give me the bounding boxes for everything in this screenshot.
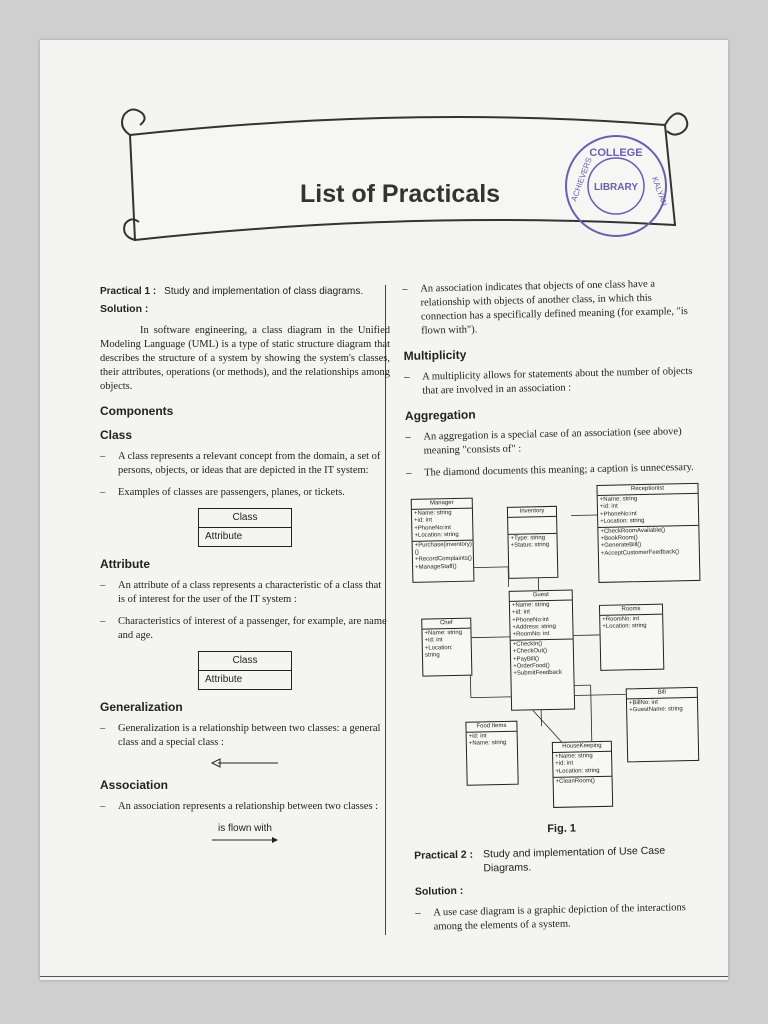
uml-attr: +BillNo: int	[628, 699, 658, 707]
uml-attr: +PhoneNo:int	[414, 524, 451, 532]
uml-class-title: HouseKeeping	[553, 742, 611, 753]
uml-attr: +Location: string	[555, 767, 600, 775]
figure-caption: Fig. 1	[547, 822, 577, 836]
uml-op: +CleanRoom()	[555, 777, 595, 785]
uml-op: +RecordComplaints()	[414, 556, 472, 564]
page-title: List of Practicals	[300, 180, 501, 208]
attribute-bullet-1: – An attribute of a class represents a characteristic of a class that is of interest for the user of the IT system :	[100, 580, 382, 605]
uml-op: +CheckRoomAvailable()	[600, 527, 666, 535]
solution-2-label: Solution :	[414, 884, 464, 898]
practical-2-text: Study and implementation of Use Case Diagrams.	[482, 844, 666, 875]
seal-middle-text: LIBRARY	[593, 182, 639, 193]
uml-class-receptionist	[596, 483, 700, 583]
seal-right-text: KALYAN	[650, 175, 669, 208]
uml-attr: +id: int	[468, 733, 487, 740]
bottom-rule	[40, 976, 728, 977]
uml-class-inventory	[507, 506, 558, 579]
uml-attr: +Location: string	[602, 623, 647, 631]
uml-attr: +GuestName: string	[629, 706, 683, 714]
uml-op: +CheckOut()	[512, 648, 548, 656]
generalization-arrow-icon	[210, 758, 280, 768]
uml-attr: +Type: string	[510, 535, 546, 542]
attribute-box-attr: Attribute	[205, 674, 243, 685]
left-column	[100, 285, 390, 844]
seal-left-text: ACHIEVERS	[569, 156, 594, 203]
uml-class-title: Food Items	[466, 722, 516, 733]
uml-attr: +Status: string	[510, 542, 550, 550]
uml-class-housekeeping	[552, 741, 613, 808]
uml-op: +OrderFood()	[513, 662, 550, 670]
association-heading: Association	[100, 778, 169, 792]
uml-attr: +Name: string	[424, 630, 463, 637]
generalization-heading: Generalization	[100, 700, 183, 714]
association-bullet: – An association represents a relationship between two classes :	[100, 801, 379, 812]
uml-class-title: Guest	[510, 591, 572, 602]
attribute-bullet-2: – Characteristics of interest of a passenger, for example, are name and age.	[100, 616, 387, 641]
uml-attr: +id: int	[599, 503, 618, 511]
class-heading: Class	[100, 428, 133, 442]
class-bullet-2: – Examples of classes are passengers, planes, or tickets.	[100, 487, 345, 498]
uml-class-food-items	[465, 721, 518, 786]
uml-class-bill	[626, 687, 700, 762]
multiplicity-heading: Multiplicity	[403, 347, 467, 363]
uml-class-guest	[509, 589, 575, 710]
uml-attr: +Address: string	[512, 623, 556, 631]
uml-attr: +PhoneNo:int	[599, 510, 637, 518]
uml-op: +SubmitFeedback	[513, 669, 562, 677]
uml-attr: +id: int	[414, 517, 433, 525]
college-library-seal	[560, 130, 672, 242]
uml-op: +GenerateBill()	[600, 542, 642, 550]
association-arrow-icon	[210, 836, 280, 844]
uml-class-title: Inventory	[508, 507, 556, 518]
practical-1-text: Study and implementation of class diagrams.	[164, 286, 364, 297]
uml-class-title: Receptionist	[597, 484, 697, 496]
right-column	[402, 269, 712, 943]
uml-class-title: Manager	[412, 499, 472, 510]
uml-op: +BookRoom()	[600, 535, 638, 543]
uml-attr: +Name: string	[413, 510, 452, 518]
generalization-bullet: – Generalization is a relationship between two classes: a general class and a special class :	[100, 723, 381, 748]
aggregation-heading: Aggregation	[404, 407, 476, 423]
seal-top-text: COLLEGE	[589, 147, 643, 159]
class-box-name: Class	[199, 509, 291, 528]
uml-attr: +Name: string	[555, 753, 593, 761]
class-bullet-1: – A class represents a relevant concept from the domain, a set of persons, objects, or ideas that are depicted in the IT system:	[100, 451, 381, 476]
uml-attr: +Location: string	[424, 644, 453, 659]
uml-attr: +Location: string	[414, 531, 459, 539]
uml-op: +AcceptCustomerFeedback()	[600, 548, 680, 557]
uml-attr: +id: int	[555, 760, 574, 768]
uml-class-diagram	[406, 483, 709, 819]
uml-class-manager	[411, 498, 475, 583]
right-association-bullet: – An association indicates that objects of one class have a relationship with objects of another class, in which this connection has a specifically defined meaning (for example, "is flown with").	[402, 278, 688, 337]
uml-op: +CheckIn()	[512, 641, 543, 648]
attribute-box	[198, 651, 292, 690]
uml-attr: +Name: string	[599, 496, 638, 504]
uml-attr: +id: int	[512, 609, 531, 617]
attribute-box-name: Class	[199, 652, 291, 671]
document-page	[40, 40, 728, 980]
uml-attr: +PhoneNo:int	[512, 616, 549, 624]
uml-attr: +Name: string	[468, 740, 507, 748]
uml-attr: +RoomNo: int	[512, 631, 550, 638]
aggregation-bullet-1: – An aggregation is a special case of an association (see above) meaning "consists of" :	[405, 426, 682, 457]
class-diagram-intro: In software engineering, a class diagram in the Unified Modeling Language (UML) is a type of static structure diagram that describes the structure of a system by showing the system's classes, their attributes, operations (or methods), and the relationships among objects.	[100, 325, 390, 392]
uml-class-title: Rooms	[600, 605, 662, 616]
association-label: is flown with	[218, 823, 272, 834]
uml-class-title: Bill	[627, 688, 697, 700]
aggregation-bullet-2: – The diamond documents this meaning; a caption is unnecessary.	[406, 461, 694, 479]
uml-class-title: Chef	[422, 619, 470, 630]
uml-attr: +RoomNo: int	[602, 616, 640, 624]
class-box	[198, 508, 292, 547]
practical-1-label: Practical 1 :	[100, 286, 157, 297]
uml-op: +PayBill()	[513, 655, 539, 663]
components-heading: Components	[100, 404, 174, 418]
solution-label: Solution :	[100, 303, 149, 315]
uml-attr: +Name: string	[511, 602, 550, 609]
uml-attr: +Location: string	[600, 517, 645, 525]
uml-class-rooms	[599, 604, 664, 671]
uml-op: +Purchase(inventory)()	[414, 541, 472, 557]
uml-op: +ManageStaff()	[415, 563, 457, 571]
class-box-attr: Attribute	[205, 531, 243, 542]
uml-class-chef	[421, 618, 472, 677]
usecase-bullet: – A use case diagram is a graphic depiction of the interactions among the elements of a system.	[415, 902, 686, 933]
attribute-heading: Attribute	[100, 557, 150, 571]
practical-2-label: Practical 2 :	[414, 848, 474, 862]
practical-1-line	[100, 285, 390, 299]
multiplicity-bullet: – A multiplicity allows for statements about the number of objects that are involved in an association :	[404, 365, 693, 397]
practical-2-line	[414, 843, 711, 877]
uml-attr: +id: int	[424, 637, 443, 645]
